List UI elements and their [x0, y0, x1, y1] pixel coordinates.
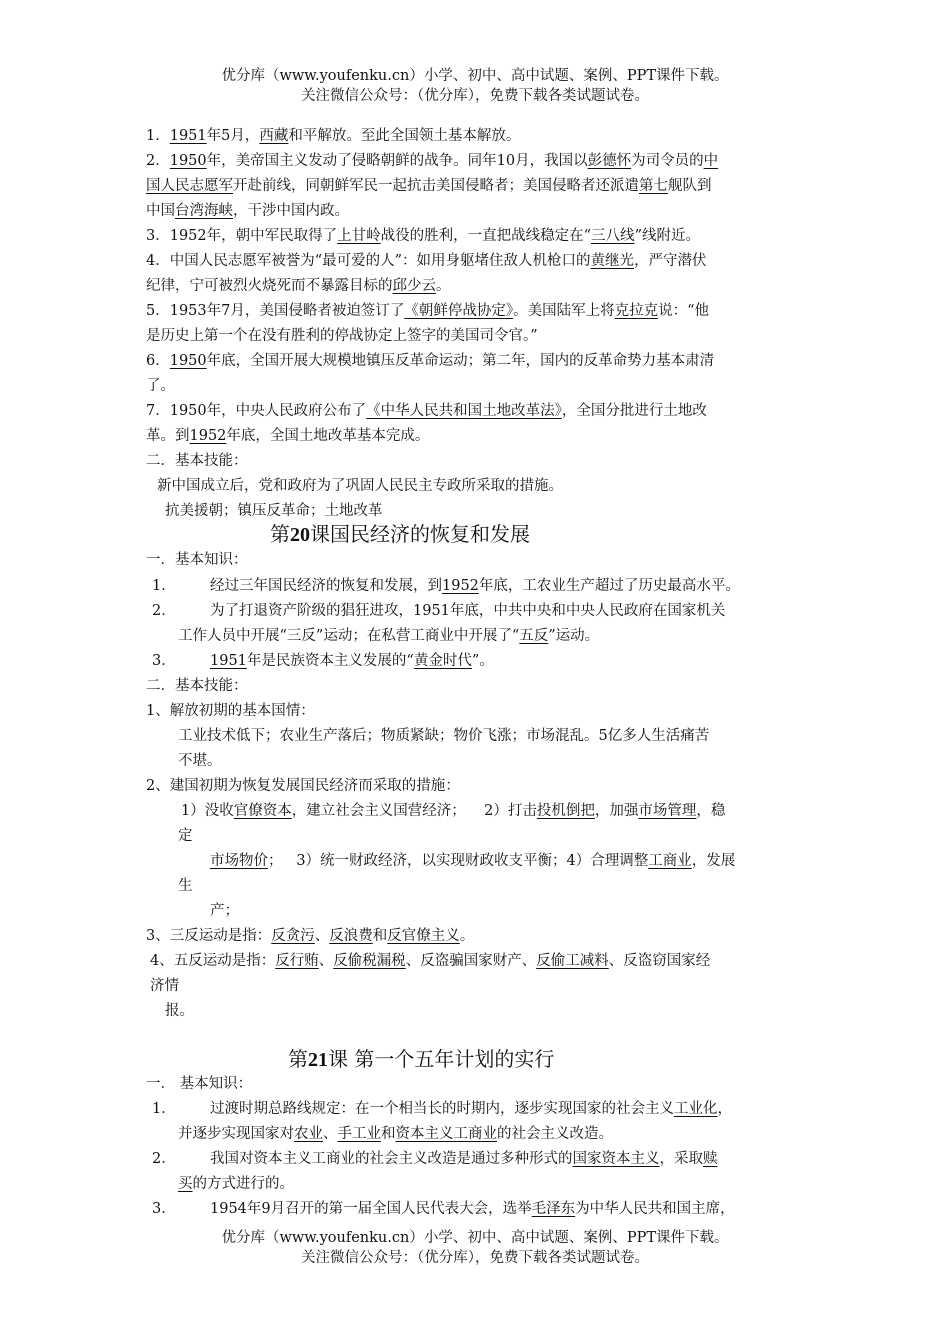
knowledge-item-2-line-1: [210, 599, 725, 623]
five-anti-campaign: [150, 949, 710, 973]
text: 。: [459, 928, 475, 944]
skills-answer-1-line-1: 工业技术低下；农业生产落后；物质紧缺；物价飞涨；市场混乱。5亿多人生活痛苦: [178, 728, 710, 744]
text: 和: [372, 928, 388, 944]
text: 7．1950年，中央人民政府公布了: [146, 403, 367, 419]
text: ，加强: [594, 803, 639, 819]
five-anti-campaign-wrap-2: 报。: [165, 1003, 194, 1019]
skills-question: 新中国成立后，党和政府为了巩固人民民主专政所采取的措施。: [157, 478, 563, 494]
item-number: 1．: [152, 1101, 176, 1117]
underlined-answer: 反偷工减料: [536, 953, 609, 969]
underlined-answer: 市场物价: [210, 853, 268, 869]
skills-question-1: 1、解放初期的基本国情：: [146, 703, 315, 719]
text: ”。: [471, 653, 494, 669]
title-text: 课 第一个五年计划的实行: [328, 1047, 555, 1071]
page-footer-line-1: 优分库（www.youfenku.cn）小学、初中、高中试题、案例、PPT课件下载。: [221, 1230, 729, 1246]
page-header-line-2: 关注微信公众号：（优分库），免费下载各类试题试卷。: [301, 88, 649, 104]
underlined-answer: 《中华人民共和国土地改革法》: [366, 403, 562, 419]
underlined-answer: 反偷税漏税: [333, 953, 406, 969]
text: ，严守潜伏: [634, 253, 707, 269]
knowledge-item-3: [210, 649, 494, 673]
underlined-answer: 1952: [189, 428, 227, 444]
underlined-answer: 黄继光: [590, 253, 635, 269]
knowledge-item-5-line-2: [146, 324, 538, 348]
text: 年，美帝国主义发动了侵略朝鲜的战争。同年10月，我国以: [206, 153, 588, 169]
knowledge-item-2-line-2: [178, 624, 599, 648]
underlined-answer: 毛泽东: [531, 1201, 576, 1217]
item-number: 2．: [146, 153, 170, 169]
knowledge-item-1-line-2: [178, 1122, 613, 1146]
text: ，建立社会主义国营经济；: [291, 803, 466, 819]
item-number: 3．: [152, 1201, 176, 1217]
text: 说：“他: [658, 303, 710, 319]
underlined-answer: 赎: [703, 1151, 718, 1167]
knowledge-item-2-line-1: [210, 1147, 718, 1171]
page-header-line-1: 优分库（www.youfenku.cn）小学、初中、高中试题、案例、PPT课件下载。: [221, 68, 729, 84]
text: 3）统一财政经济，以实现财政收支平衡；4）合理调整: [296, 853, 649, 869]
underlined-answer: 黄金时代: [413, 653, 472, 669]
text: 的社会主义改造。: [497, 1126, 613, 1142]
text: 、: [318, 953, 334, 969]
measures-line-3: 产；: [210, 903, 239, 919]
text: ，全国分批进行土地改: [561, 403, 707, 419]
text: ，采取: [659, 1151, 703, 1167]
text: 是历史上第一个在没有胜利的停战协定上签字的美国司令官。”: [146, 328, 538, 344]
item-number: 3．: [152, 653, 176, 669]
knowledge-item-6-line-2: [146, 374, 175, 398]
skills-question-2: 2、建国初期为恢复发展国民经济而采取的措施：: [146, 778, 460, 794]
text: 开赴前线，同朝鲜军民一起抗击美国侵略者；美国侵略者还派遣: [233, 178, 639, 194]
knowledge-heading: 一．基本知识：: [146, 552, 248, 568]
underlined-answer: 克拉克: [614, 303, 659, 319]
text: 了。: [146, 378, 175, 394]
text: 的方式进行的。: [192, 1176, 294, 1192]
text: 为了打退资产阶级的猖狂进攻，1951年底，中共中央和中央人民政府在国家机关: [210, 603, 726, 619]
skills-heading: 二．基本技能：: [146, 678, 248, 694]
underlined-answer: 工业化: [674, 1101, 718, 1117]
text: 3、三反运动是指：: [146, 928, 272, 944]
text: 并逐步实现国家对: [178, 1126, 294, 1142]
knowledge-item-6-line-1: [146, 349, 714, 373]
underlined-answer: 投机倒把: [536, 803, 595, 819]
five-anti-campaign-wrap-1: 济情: [150, 978, 179, 994]
underlined-answer: 1951: [210, 653, 247, 669]
text: 4．中国人民志愿军被誉为“最可爱的人”：如用身躯堵住敌人机枪口的: [146, 253, 591, 269]
skills-heading: 二．基本技能：: [146, 453, 248, 469]
underlined-answer: 1950: [169, 153, 207, 169]
text: ，稳: [696, 803, 726, 819]
text: 。美国陆军上将: [513, 303, 615, 319]
three-anti-campaign: [146, 924, 474, 948]
text: 1）没收: [181, 803, 234, 819]
item-number: 2．: [152, 1151, 176, 1167]
lesson-number: 20: [290, 524, 310, 546]
underlined-answer: 资本主义工商业: [395, 1126, 497, 1142]
knowledge-item-4-line-2: [146, 274, 451, 298]
underlined-answer: 邱少云: [392, 278, 436, 294]
underlined-answer: 手工业: [337, 1126, 381, 1142]
page-footer-line-2: 关注微信公众号：（优分库），免费下载各类试题试卷。: [301, 1250, 649, 1266]
text: 战役的胜利，一直把战线稳定在“: [380, 228, 592, 244]
underlined-answer: 国家资本主义: [572, 1151, 660, 1167]
text: 我国对资本主义工商业的社会主义改造是通过多种形式的: [210, 1151, 573, 1167]
underlined-answer: 工商业: [648, 853, 692, 869]
knowledge-item-4-line-1: [146, 249, 707, 273]
knowledge-item-2-line-2: [146, 174, 712, 198]
item-number: 1．: [152, 578, 176, 594]
underlined-answer: 五反: [519, 628, 549, 644]
underlined-answer: 第七: [639, 178, 668, 194]
item-number: 6．: [146, 353, 170, 369]
knowledge-item-3-line-1: [210, 1197, 735, 1221]
text: 年底，工农业生产超过了历史最高水平。: [478, 578, 740, 594]
measures-line-1: [181, 799, 725, 823]
text: 、: [314, 928, 330, 944]
title-text: 课国民经济的恢复和发展: [310, 522, 530, 546]
title-text: 第: [288, 1047, 308, 1071]
knowledge-item-2-line-1: [146, 149, 718, 173]
underlined-answer: 反贪污: [271, 928, 315, 944]
knowledge-item-2-line-3: [146, 199, 349, 223]
underlined-answer: 反官僚主义: [387, 928, 460, 944]
text: 为中华人民共和国主席，: [575, 1201, 735, 1217]
text: 3．1952年，朝中军民取得了: [146, 228, 338, 244]
underlined-answer: 国人民志愿军: [146, 178, 233, 194]
text: ，: [717, 1101, 732, 1117]
text: 4、五反运动是指：: [150, 953, 276, 969]
text: 1954年9月召开的第一届全国人民代表大会，选举: [210, 1201, 532, 1217]
text: ，干涉中国内政。: [233, 203, 349, 219]
knowledge-item-7-line-2: [146, 424, 429, 448]
text: 为司令员的: [631, 153, 704, 169]
text: 、: [323, 1126, 338, 1142]
text: 经过三年国民经济的恢复和发展，到: [210, 578, 442, 594]
underlined-answer: 三八线: [591, 228, 635, 244]
knowledge-item-1: [146, 124, 520, 148]
skills-answer-1-line-2: 不堪。: [178, 753, 222, 769]
knowledge-item-1: [210, 574, 740, 598]
lesson-21-title: [288, 1045, 554, 1074]
measures-line-1-wrap: 定: [178, 828, 193, 844]
text: 中国: [146, 203, 175, 219]
text: 、反盗窃国家经: [608, 953, 711, 969]
text: 年底，全国土地改革基本完成。: [226, 428, 430, 444]
text: 年底，全国开展大规模地镇压反革命运动；第二年，国内的反革命势力基本肃清: [206, 353, 715, 369]
text: 2）打击: [484, 803, 537, 819]
text: 革。到: [146, 428, 190, 444]
underlined-answer: 农业: [294, 1126, 323, 1142]
skills-answer: 抗美援朝；镇压反革命；土地改革: [165, 503, 383, 519]
text: ；: [268, 853, 283, 869]
title-text: 第: [270, 522, 290, 546]
underlined-answer: 市场管理: [638, 803, 697, 819]
underlined-answer: 反浪费: [329, 928, 373, 944]
underlined-answer: 1951: [169, 128, 207, 144]
underlined-answer: 上甘岭: [337, 228, 381, 244]
text: 和: [381, 1126, 396, 1142]
knowledge-item-1-line-1: [210, 1097, 732, 1121]
underlined-answer: 《朝鲜停战协定》: [404, 303, 514, 319]
underlined-answer: 台湾海峡: [175, 203, 233, 219]
lesson-20-title: [270, 520, 530, 549]
text: 。: [436, 278, 451, 294]
underlined-answer: 买: [178, 1176, 193, 1192]
text: 工作人员中开展“三反”运动；在私营工商业中开展了“: [178, 628, 520, 644]
underlined-answer: 西藏: [259, 128, 289, 144]
text: 年是民族资本主义发展的“: [246, 653, 414, 669]
underlined-answer: 1950: [169, 353, 207, 369]
text: ”线附近。: [634, 228, 700, 244]
text: 舰队到: [668, 178, 712, 194]
text: 5．1953年7月，美国侵略者被迫签订了: [146, 303, 405, 319]
knowledge-item-2-line-2: [178, 1172, 294, 1196]
text: 纪律，宁可被烈火烧死而不暴露目标的: [146, 278, 393, 294]
underlined-answer: 1952: [442, 578, 479, 594]
knowledge-heading: 一． 基本知识：: [146, 1076, 253, 1092]
text: 年5月，: [206, 128, 260, 144]
item-number: 1．: [146, 128, 170, 144]
measures-line-2: [210, 849, 735, 873]
underlined-answer: 彭德怀: [587, 153, 632, 169]
item-number: 2．: [152, 603, 176, 619]
knowledge-item-5-line-1: [146, 299, 709, 323]
knowledge-item-7-line-1: [146, 399, 707, 423]
lesson-number: 21: [308, 1049, 328, 1071]
underlined-answer: 官僚资本: [233, 803, 292, 819]
text: 、反盗骗国家财产、: [405, 953, 537, 969]
text: ，发展: [691, 853, 736, 869]
underlined-answer: 反行贿: [275, 953, 319, 969]
knowledge-item-3: [146, 224, 700, 248]
text: ”运动。: [548, 628, 600, 644]
measures-line-2-wrap: 生: [178, 878, 193, 894]
text: 和平解放。至此全国领土基本解放。: [288, 128, 521, 144]
text: 过渡时期总路线规定：在一个相当长的时期内，逐步实现国家的社会主义: [210, 1101, 674, 1117]
underlined-answer: 中: [703, 153, 719, 169]
